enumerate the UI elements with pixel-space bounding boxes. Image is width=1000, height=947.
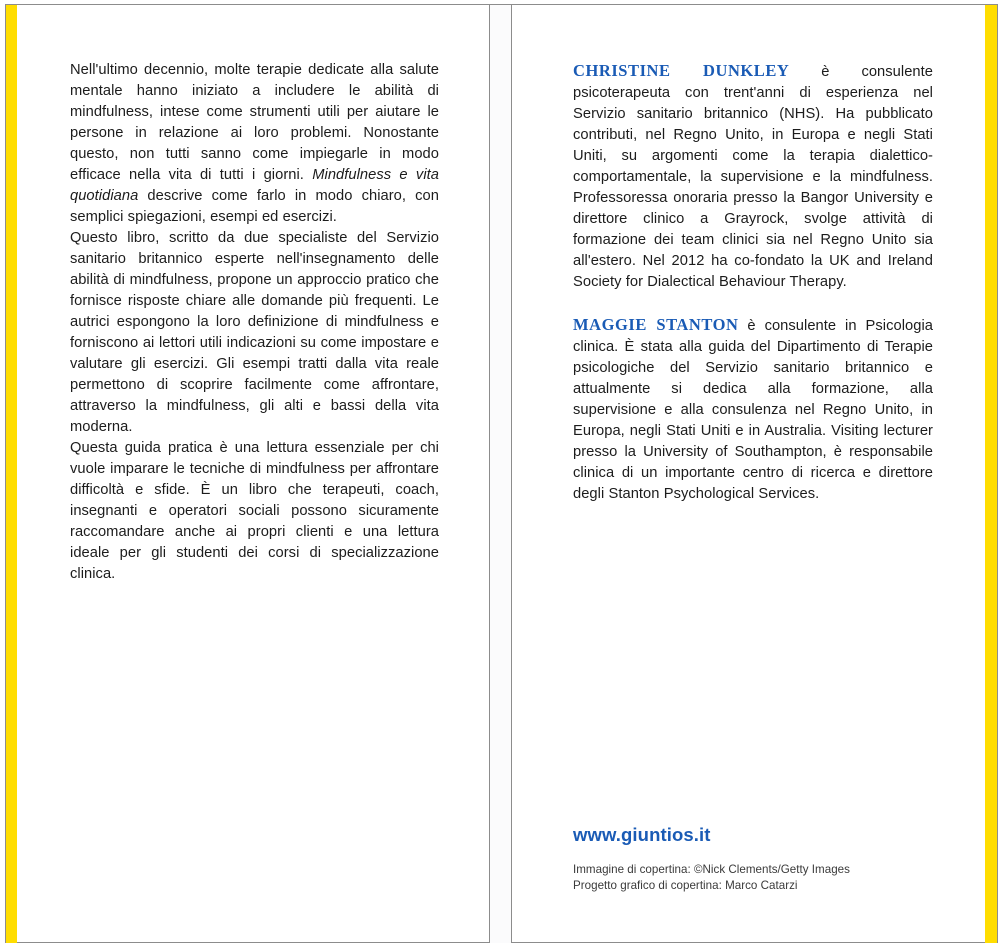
flap-footer	[573, 824, 943, 894]
blurb-paragraph-3: Questa guida pratica è una lettura essenziale per chi vuole imparare le tecniche di mindfulness per affrontare difficoltà e sfide. È un libro che terapeuti, coach, insegnanti e operatori sociali possono sicuramente raccomandare anche ai propri clienti e una lettura ideale per gli studenti dei corsi di specializzazione clinica.	[70, 440, 439, 582]
left-flap-panel	[17, 5, 489, 943]
book-title-italic: Mindfulness e vita quotidiana	[70, 167, 439, 204]
blurb-paragraph-1	[70, 60, 439, 228]
panel-gutter	[490, 5, 511, 943]
blurb-paragraph-1-tail: descrive come farlo in modo chiaro, con semplici spiegazioni, esempi ed esercizi.	[70, 188, 439, 225]
author-bio-maggie-stanton	[573, 314, 933, 505]
author-bio-christine-dunkley	[573, 60, 933, 293]
credit-cover-image: Immagine di copertina: ©Nick Clements/Getty Images	[573, 863, 850, 876]
author-bio-text-christine-dunkley: è consulente psicoterapeuta con trent'anni di esperienza nel Servizio sanitario britannico (NHS). Ha pubblicato contributi, nel Regno Unito, in Europa e negli Stati Uniti, su argomenti come la terapia dialettico-comportamentale, la supervisione e la mindfulness. Professoressa onoraria presso la Bangor University e direttore clinico a Grayrock, svolge attività di formazione dei team clinici sia nel Regno Unito sia all'estero. Nel 2012 ha co-fondato la UK and Ireland Society for Dialectical Behaviour Therapy.	[573, 64, 933, 290]
credit-cover-design: Progetto grafico di copertina: Marco Catarzi	[573, 879, 798, 893]
blurb-paragraph-2: Questo libro, scritto da due specialiste del Servizio sanitario britannico esperte nell'insegnamento delle abilità di mindfulness, propone un approccio pratico che fornisce risposte chiare alle domande più frequenti. Le autrici espongono la loro definizione di mindfulness e forniscono ai lettori utili indicazioni su come impostare e valutare gli esercizi. Gli esempi tratti dalla vita reale permettono di scoprire facilmente come affrontare, attraverso la mindfulness, gli alti e bassi della vita moderna.	[70, 230, 439, 435]
author-name-christine-dunkley: CHRISTINE DUNKLEY	[573, 61, 790, 80]
yellow-edge-bar-left	[6, 5, 17, 943]
author-name-maggie-stanton: MAGGIE STANTON	[573, 315, 739, 334]
right-flap-panel	[512, 5, 985, 943]
yellow-edge-bar-right	[985, 5, 997, 943]
author-bio-text-maggie-stanton: è consulente in Psicologia clinica. È stata alla guida del Dipartimento di Terapie psicologiche del Servizio sanitario britannico e attualmente si dedica alla formazione, alla supervisione e alla consulenza nel Regno Unito, in Europa, negli Stati Uniti e in Australia. Visiting lecturer presso la University of Southampton, è responsabile clinica di un importante centro di ricerca e direttore degli Stanton Psychological Services.	[573, 318, 933, 502]
cover-credits	[573, 846, 943, 894]
frame-rule-center-left	[489, 4, 490, 943]
publisher-website-link[interactable]: www.giuntios.it	[573, 824, 711, 845]
blurb-paragraph-1-lead: Nell'ultimo decennio, molte terapie dedicate alla salute mentale hanno iniziato a includere le abilità di mindfulness, intese come strumenti utili per aiutare le persone in relazione ai loro problemi. Nonostante questo, non tutti sanno come impiegarle in modo efficace nella vita di tutti i giorni.	[70, 62, 439, 183]
frame-rule-right	[997, 4, 998, 943]
